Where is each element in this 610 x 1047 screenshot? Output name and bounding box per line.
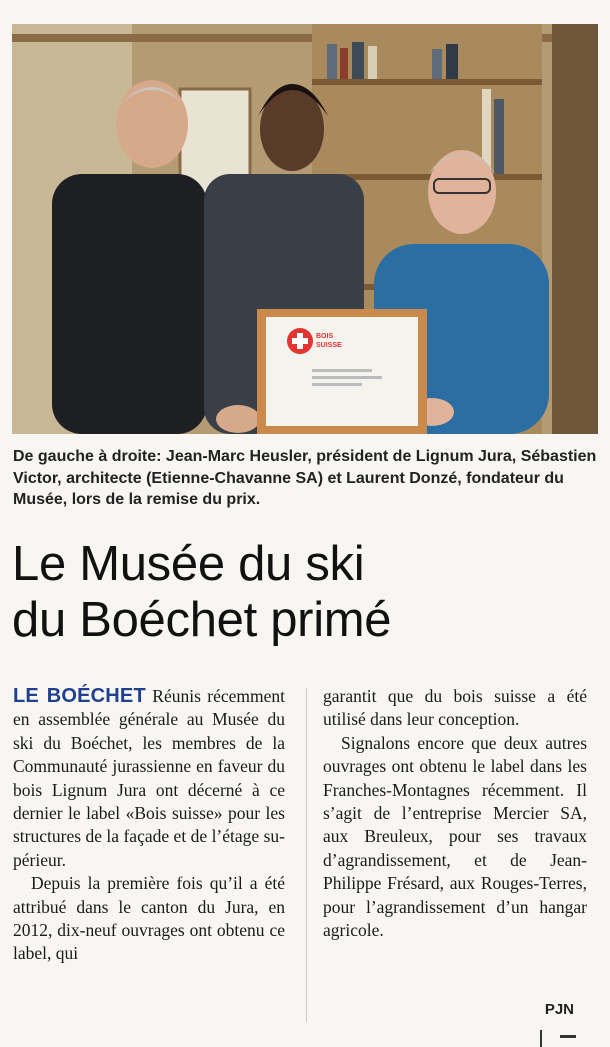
headline bbox=[12, 536, 602, 648]
article-photo bbox=[12, 24, 598, 434]
paragraph-1 bbox=[13, 685, 285, 872]
plaque-brand-line2: SUISSE bbox=[316, 342, 342, 349]
paragraph-2-continued: garantit que du bois suisse a été utilisé dans leur conception. bbox=[323, 686, 587, 730]
paragraph-2: Depuis la première fois qu’il a été attribué dans le canton du Jura, en 2012, dix-neuf ouvrages ont obtenu ce label, qui bbox=[13, 873, 285, 964]
photo-caption: De gauche à droite: Jean-Marc Heusler, président de Lignum Jura, Sébastien Victor, architecte (Etienne-Chavanne SA) et Laurent Donzé, fondateur du Musée, lors de la remise du prix. bbox=[13, 448, 597, 508]
headline-line2: du Boéchet primé bbox=[12, 593, 392, 647]
photo-illustration bbox=[12, 24, 598, 434]
dateline: LE BOÉCHET bbox=[13, 685, 146, 707]
article-column-left bbox=[13, 685, 285, 966]
bois-suisse-plaque bbox=[257, 309, 427, 434]
paragraph-3: Signalons encore que deux autres ouvrages ont obtenu le label dans les Franches-Montagnes récemment. Il s’agit de l’entreprise Mercier SA, aux Breuleux, pour ses travaux d’agrandissement, et de Jean-Philippe Frésard, aux Rouges-Terres, pour l’agrandissement d’un hangar agricole. bbox=[323, 732, 587, 941]
column-divider bbox=[306, 688, 307, 1022]
paragraph-1-text: Réunis récemment en assemblée générale au Musée du ski du Boéchet, les membres de la Communauté jurassienne en faveur du bois Lignum Jura ont décerné à ce dernier le label «Bois suisse» pour les structures de la façade et de l’étage supérieur. bbox=[13, 686, 285, 870]
author-signature: PJN bbox=[544, 1001, 574, 1018]
bottom-tick-mark bbox=[540, 1030, 542, 1047]
plaque-brand-line1: BOIS bbox=[316, 333, 334, 340]
bottom-end-mark bbox=[560, 1035, 576, 1038]
headline-line1: Le Musée du ski bbox=[12, 537, 365, 591]
article-column-right bbox=[323, 685, 587, 942]
